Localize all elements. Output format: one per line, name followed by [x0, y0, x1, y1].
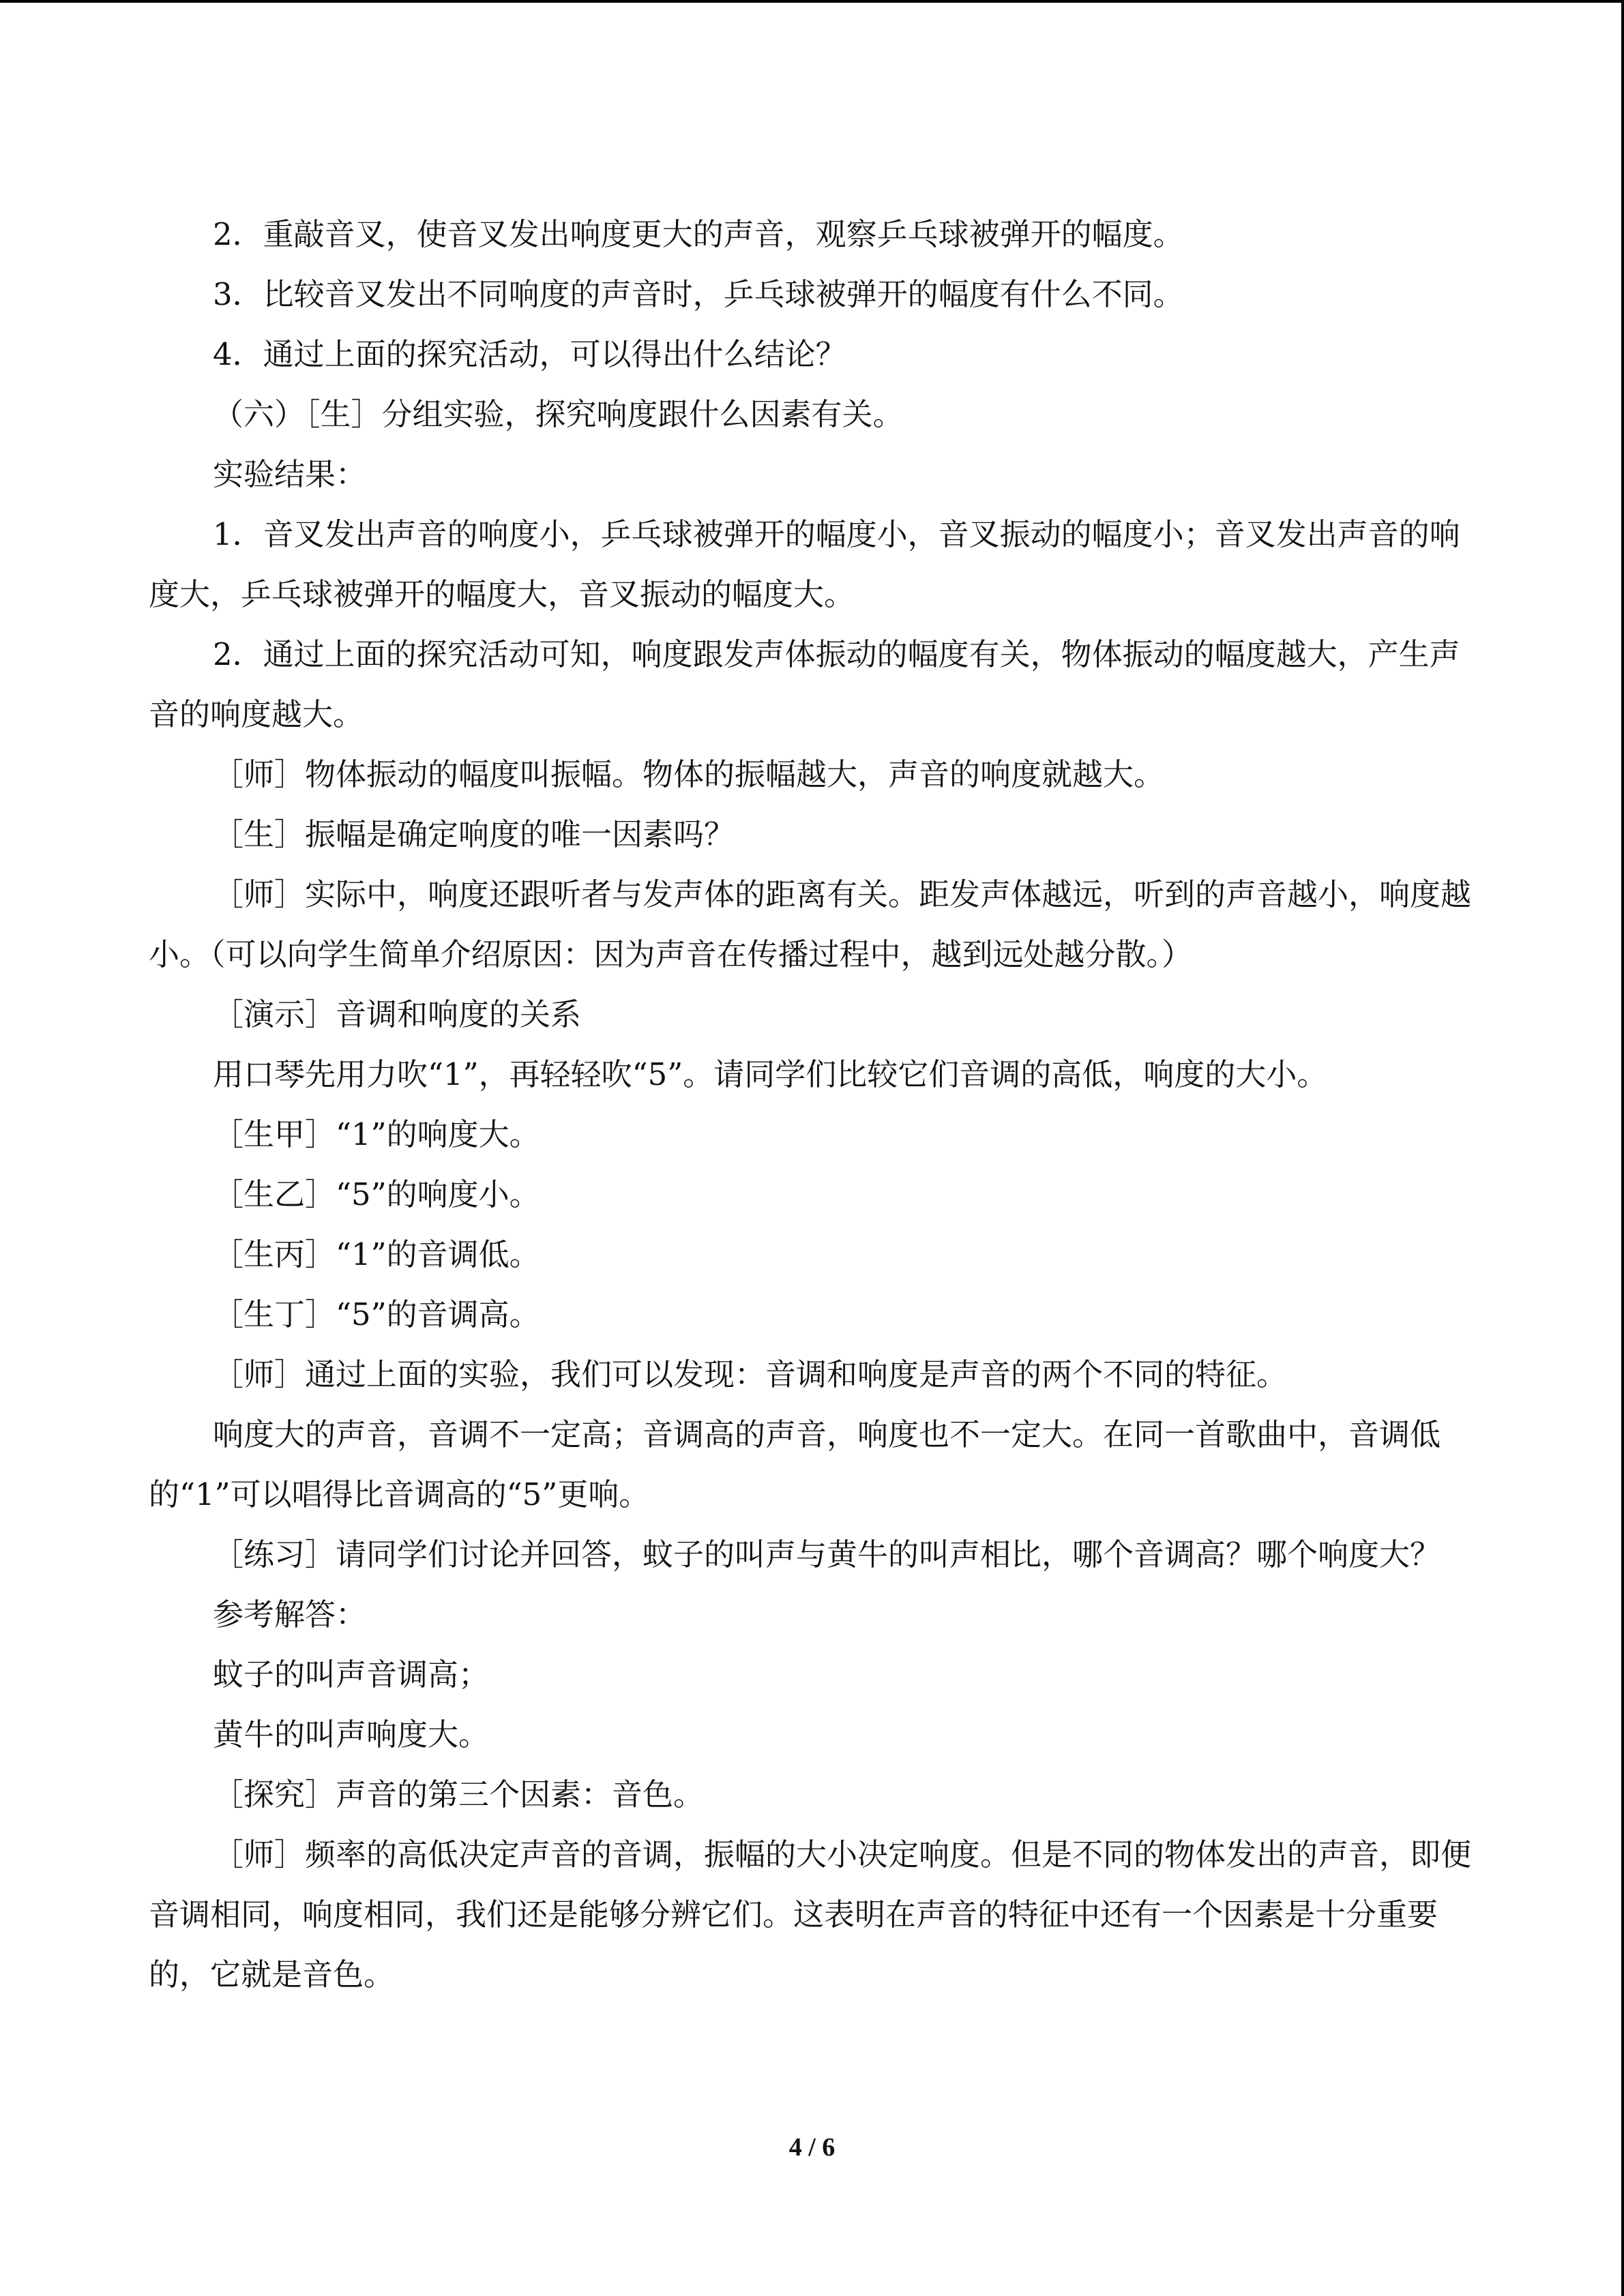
- paragraph-demo-heading: ［演示］音调和响度的关系: [213, 996, 582, 1032]
- paragraph-step-3: 3．比较音叉发出不同响度的声音时，乒乓球被弹开的幅度有什么不同。: [213, 276, 1184, 312]
- document-body: [149, 205, 1475, 2005]
- paragraph-loudness-pitch: 响度大的声音，音调不一定高；音调高的声音，响度也不一定大。在同一首歌曲中，音调低的“1”可以唱得比音调高的“5”更响。: [149, 1416, 1441, 1512]
- paragraph-explore-timbre: ［探究］声音的第三个因素：音色。: [213, 1776, 705, 1813]
- paragraph-results-heading: 实验结果：: [213, 456, 367, 492]
- paragraph-student-question: ［生］振幅是确定响度的唯一因素吗？: [213, 816, 735, 852]
- paragraph-teacher-amplitude: ［师］物体振动的幅度叫振幅。物体的振幅越大，声音的响度就越大。: [213, 756, 1165, 792]
- paragraph-answer-cattle: 黄牛的叫声响度大。: [213, 1716, 490, 1753]
- paragraph-result-1: 1．音叉发出声音的响度小，乒乓球被弹开的幅度小，音叉振动的幅度小；音叉发出声音的响度大，乒乓球被弹开的幅度大，音叉振动的幅度大。: [149, 516, 1460, 612]
- paragraph-student-d: ［生丁］“5”的音调高。: [213, 1296, 540, 1332]
- paragraph-exercise: ［练习］请同学们讨论并回答，蚊子的叫声与黄牛的叫声相比，哪个音调高？哪个响度大？: [213, 1536, 1441, 1572]
- paragraph-student-c: ［生丙］“1”的音调低。: [213, 1236, 540, 1272]
- paragraph-teacher-conclusion: ［师］通过上面的实验，我们可以发现：音调和响度是声音的两个不同的特征。: [213, 1356, 1288, 1392]
- paragraph-answer-mosquito: 蚊子的叫声音调高；: [213, 1656, 490, 1693]
- page-number: 4 / 6: [788, 2133, 836, 2162]
- paragraph-teacher-timbre: ［师］频率的高低决定声音的音调，振幅的大小决定响度。但是不同的物体发出的声音，即便音调相同，响度相同，我们还是能够分辨它们。这表明在声音的特征中还有一个因素是十分重要的，它就是音色。: [149, 1836, 1472, 1993]
- paragraph-step-4: 4．通过上面的探究活动，可以得出什么结论？: [213, 336, 846, 372]
- paragraph-harmonica: 用口琴先用力吹“1”，再轻轻吹“5”。请同学们比较它们音调的高低，响度的大小。: [213, 1056, 1328, 1092]
- paragraph-student-a: ［生甲］“1”的响度大。: [213, 1116, 540, 1152]
- paragraph-student-b: ［生乙］“5”的响度小。: [213, 1176, 540, 1212]
- paragraph-section-6: （六）［生］分组实验，探究响度跟什么因素有关。: [213, 396, 904, 432]
- paragraph-result-2: 2．通过上面的探究活动可知，响度跟发声体振动的幅度有关，物体振动的幅度越大，产生声音的响度越大。: [149, 636, 1460, 732]
- paragraph-teacher-distance: ［师］实际中，响度还跟听者与发声体的距离有关。距发声体越远，听到的声音越小，响度越小。（可以向学生简单介绍原因：因为声音在传播过程中，越到远处越分散。）: [149, 876, 1472, 972]
- paragraph-step-2: 2．重敲音叉，使音叉发出响度更大的声音，观察乒乓球被弹开的幅度。: [213, 216, 1184, 252]
- paragraph-answer-heading: 参考解答：: [213, 1596, 367, 1632]
